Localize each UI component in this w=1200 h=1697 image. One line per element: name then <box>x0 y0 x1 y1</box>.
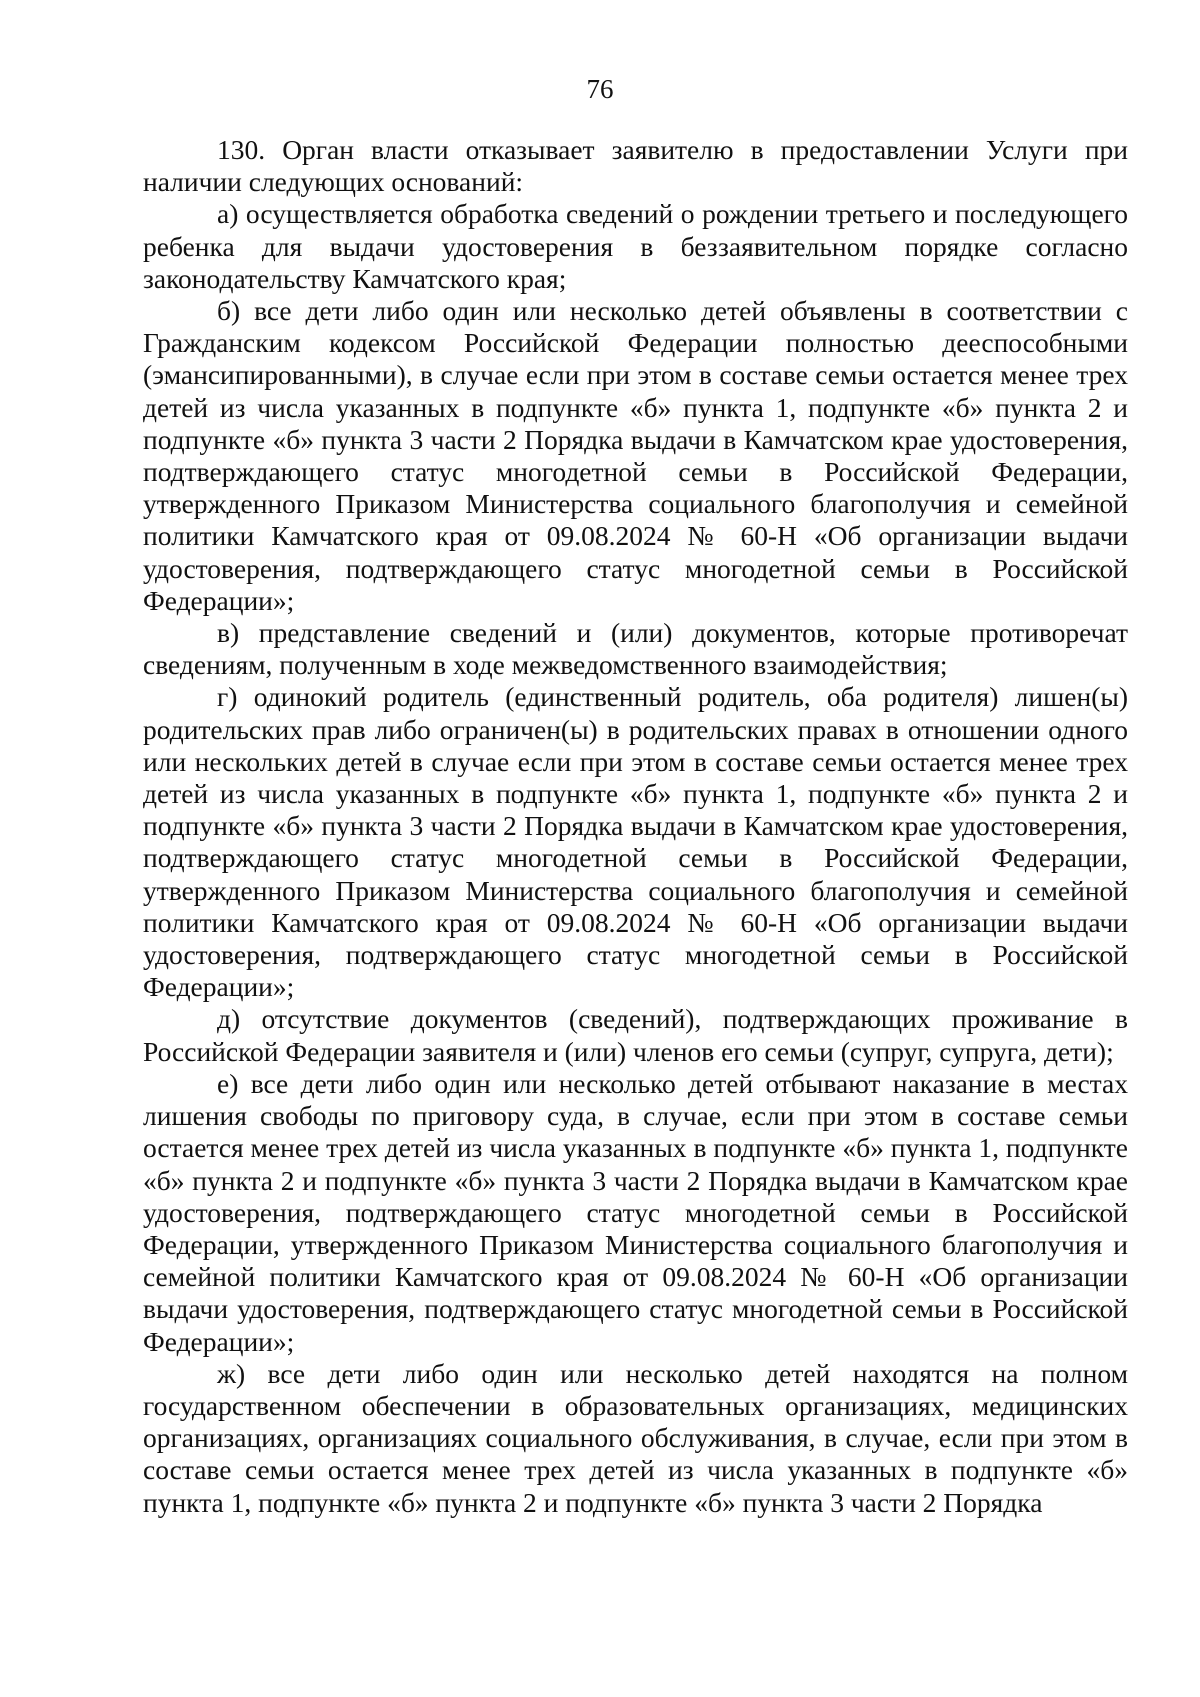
paragraph-item-b: б) все дети либо один или несколько детей объявлены в соответствии с Гражданским кодексом Российской Федерации полностью дееспособными (эмансипированными), в случае если при этом в составе семьи остается менее трех детей из числа указанных в подпункте «б» пункта 1, подпункте «б» пункта 2 и подпункте «б» пункта 3 части 2 Порядка выдачи в Камчатском крае удостоверения, подтверждающего статус многодетной семьи в Российской Федерации, утвержденного Приказом Министерства социального благополучия и семейной политики Камчатского края от 09.08.2024 № 60-Н «Об организации выдачи удостоверения, подтверждающего статус многодетной семьи в Российской Федерации»; <box>143 295 1128 616</box>
paragraph-item-a: а) осуществляется обработка сведений о рождении третьего и последующего ребенка для выдачи удостоверения в беззаявительном порядке согласно законодательству Камчатского края; <box>143 198 1128 294</box>
document-body <box>143 134 1128 1519</box>
paragraph-item-g: г) одинокий родитель (единственный родитель, оба родителя) лишен(ы) родительских прав либо ограничен(ы) в родительских правах в отношении одного или нескольких детей в случае если при этом в составе семьи остается менее трех детей из числа указанных в подпункте «б» пункта 1, подпункте «б» пункта 2 и подпункте «б» пункта 3 части 2 Порядка выдачи в Камчатском крае удостоверения, подтверждающего статус многодетной семьи в Российской Федерации, утвержденного Приказом Министерства социального благополучия и семейной политики Камчатского края от 09.08.2024 № 60-Н «Об организации выдачи удостоверения, подтверждающего статус многодетной семьи в Российской Федерации»; <box>143 681 1128 1003</box>
paragraph-item-d: д) отсутствие документов (сведений), подтверждающих проживание в Российской Федерации заявителя и (или) членов его семьи (супруг, супруга, дети); <box>143 1003 1128 1067</box>
paragraph-item-zh: ж) все дети либо один или несколько детей находятся на полном государственном обеспечении в образовательных организациях, медицинских организациях, организациях социального обслуживания, в случае, если при этом в составе семьи остается менее трех детей из числа указанных в подпункте «б» пункта 1, подпункте «б» пункта 2 и подпункте «б» пункта 3 части 2 Порядка <box>143 1357 1128 1518</box>
paragraph-130: 130. Орган власти отказывает заявителю в предоставлении Услуги при наличии следующих оснований: <box>143 134 1128 198</box>
page-number: 76 <box>586 74 614 104</box>
paragraph-item-v: в) представление сведений и (или) документов, которые противоречат сведениям, полученным в ходе межведомственного взаимодействия; <box>143 617 1128 681</box>
paragraph-item-e: е) все дети либо один или несколько детей отбывают наказание в местах лишения свободы по приговору суда, в случае, если при этом в составе семьи остается менее трех детей из числа указанных в подпункте «б» пункта 1, подпункте «б» пункта 2 и подпункте «б» пункта 3 части 2 Порядка выдачи в Камчатском крае удостоверения, подтверждающего статус многодетной семьи в Российской Федерации, утвержденного Приказом Министерства социального благополучия и семейной политики Камчатского края от 09.08.2024 № 60-Н «Об организации выдачи удостоверения, подтверждающего статус многодетной семьи в Российской Федерации»; <box>143 1067 1128 1357</box>
